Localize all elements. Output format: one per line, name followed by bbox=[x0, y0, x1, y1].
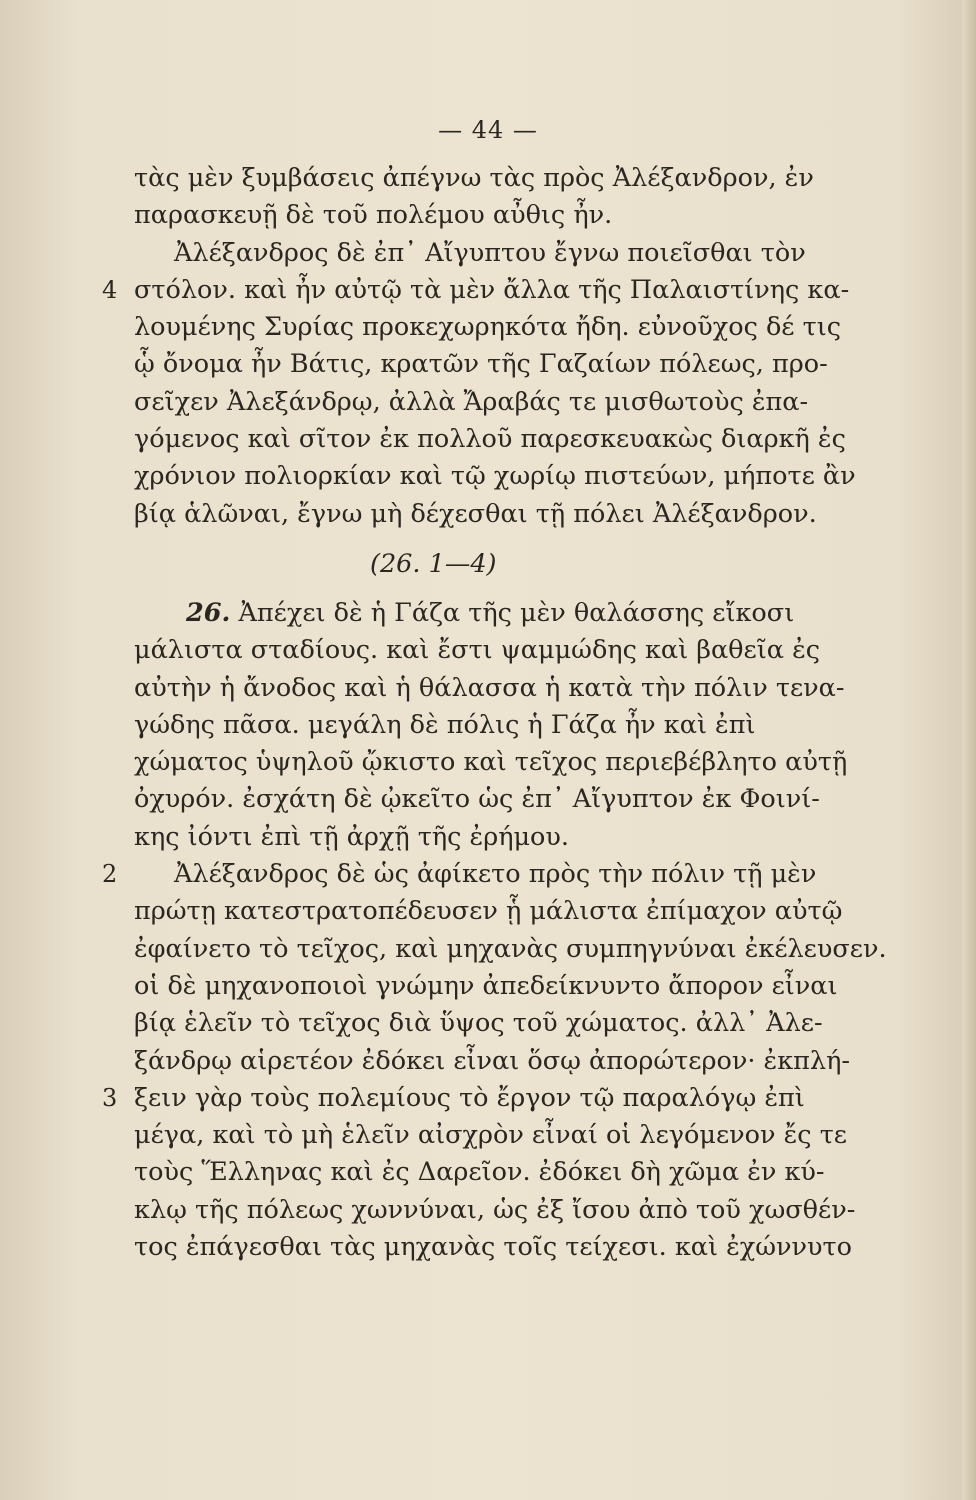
text-line: κλῳ τῆς πόλεως χωννύναι, ὡς ἐξ ἴσου ἀπὸ τοῦ χωσθέν- bbox=[134, 1194, 856, 1225]
text-line: Ἀλέξανδρος δὲ ἐπ᾽ Αἴγυπτου ἔγνω ποιεῖσθαι τὸν bbox=[174, 237, 806, 268]
text-line: σεῖχεν Ἀλεξάνδρῳ, ἀλλὰ Ἄραβάς τε μισθωτοὺς ἐπα- bbox=[134, 386, 809, 417]
margin-number-4: 4 bbox=[102, 275, 118, 304]
text-line: μάλιστα σταδίους. καὶ ἔστι ψαμμώδης καὶ βαθεῖα ἐς bbox=[134, 635, 821, 666]
text-line: λουμένης Συρίας προκεχωρηκότα ἤδη. εὐνοῦχος δέ τις bbox=[134, 312, 842, 343]
text-line: οἱ δὲ μηχανοποιοὶ γνώμην ἀπεδείκνυντο ἄπορον εἶναι bbox=[134, 970, 838, 1001]
text-line-content: Ἀπέχει δὲ ἡ Γάζα τῆς μὲν θαλάσσης εἴκοσι bbox=[238, 597, 795, 628]
text-line: ὀχυρόν. ἐσχάτη δὲ ᾠκεῖτο ὡς ἐπ᾽ Αἴγυπτον ἐκ Φοινί- bbox=[134, 784, 820, 815]
scan-edge bbox=[962, 0, 976, 1500]
text-line bbox=[102, 1080, 852, 1117]
text-line: μέγα, καὶ τὸ μὴ ἑλεῖν αἰσχρὸν εἶναί οἱ λεγόμενον ἔς τε bbox=[134, 1120, 848, 1151]
text-line-content: ξειν γὰρ τοὺς πολεμίους τὸ ἔργον τῷ παραλόγῳ ἐπὶ bbox=[134, 1082, 805, 1113]
text-line: ἐφαίνετο τὸ τεῖχος, καὶ μηχανὰς συμπηγνύναι ἐκέλευσεν. bbox=[134, 933, 887, 964]
text-line bbox=[134, 595, 852, 632]
paragraph-number: 26. bbox=[186, 597, 231, 628]
text-line: παρασκευῇ δὲ τοῦ πολέμου αὖθις ἦν. bbox=[134, 200, 613, 231]
text-line: τὰς μὲν ξυμβάσεις ἀπέγνω τὰς πρὸς Ἀλέξανδρον, ἐν bbox=[134, 163, 814, 193]
text-line: ᾧ ὄνομα ἦν Βάτις, κρατῶν τῆς Γαζαίων πόλεως, προ- bbox=[134, 349, 828, 380]
text-line bbox=[102, 856, 852, 893]
text-line bbox=[102, 272, 852, 309]
text-line: βίᾳ ἁλῶναι, ἔγνω μὴ δέχεσθαι τῇ πόλει Ἀλέξανδρον. bbox=[134, 498, 817, 529]
text-line: κης ἰόντι ἐπὶ τῇ ἀρχῇ τῆς ἐρήμου. bbox=[134, 821, 570, 852]
margin-number-2: 2 bbox=[102, 860, 118, 889]
text-line: ξάνδρῳ αἱρετέον ἐδόκει εἶναι ὅσῳ ἀπορώτερον· ἐκπλή- bbox=[134, 1045, 850, 1076]
text-line: αὐτὴν ἡ ἄνοδος καὶ ἡ θάλασσα ἡ κατὰ τὴν πόλιν τενα- bbox=[134, 672, 845, 703]
text-line: γώδης πᾶσα. μεγάλη δὲ πόλις ἡ Γάζα ἦν καὶ ἐπὶ bbox=[134, 709, 756, 740]
text-line: πρώτῃ κατεστρατοπέδευσεν ᾗ μάλιστα ἐπίμαχον αὐτῷ bbox=[134, 896, 843, 927]
text-line: χώματος ὑψηλοῦ ᾤκιστο καὶ τεῖχος περιεβέβλητο αὐτῇ bbox=[134, 747, 848, 778]
margin-number-3: 3 bbox=[102, 1083, 118, 1112]
text-line: χρόνιον πολιορκίαν καὶ τῷ χωρίῳ πιστεύων, μήποτε ἂν bbox=[134, 461, 856, 492]
body-text bbox=[102, 160, 887, 1266]
text-line: τος ἐπάγεσθαι τὰς μηχανὰς τοῖς τείχεσι. καὶ ἐχώννυτο bbox=[134, 1232, 852, 1263]
text-line: βίᾳ ἑλεῖν τὸ τεῖχος διὰ ὕψος τοῦ χώματος. ἀλλ᾽ Ἀλε- bbox=[134, 1008, 823, 1039]
text-line: γόμενος καὶ σῖτον ἐκ πολλοῦ παρεσκευακὼς διαρκῆ ἐς bbox=[134, 424, 846, 455]
text-line-content: Ἀλέξανδρος δὲ ὡς ἀφίκετο πρὸς τὴν πόλιν τῇ μὲν bbox=[174, 859, 817, 890]
text-line-content: στόλον. καὶ ἦν αὐτῷ τὰ μὲν ἄλλα τῆς Παλαιστίνης κα- bbox=[134, 274, 850, 305]
section-label: (26. 1—4) bbox=[370, 548, 497, 579]
page-number: — 44 — bbox=[438, 116, 538, 144]
text-line: τοὺς Ἕλληνας καὶ ἐς Δαρεῖον. ἐδόκει δὴ χῶμα ἐν κύ- bbox=[134, 1157, 825, 1188]
